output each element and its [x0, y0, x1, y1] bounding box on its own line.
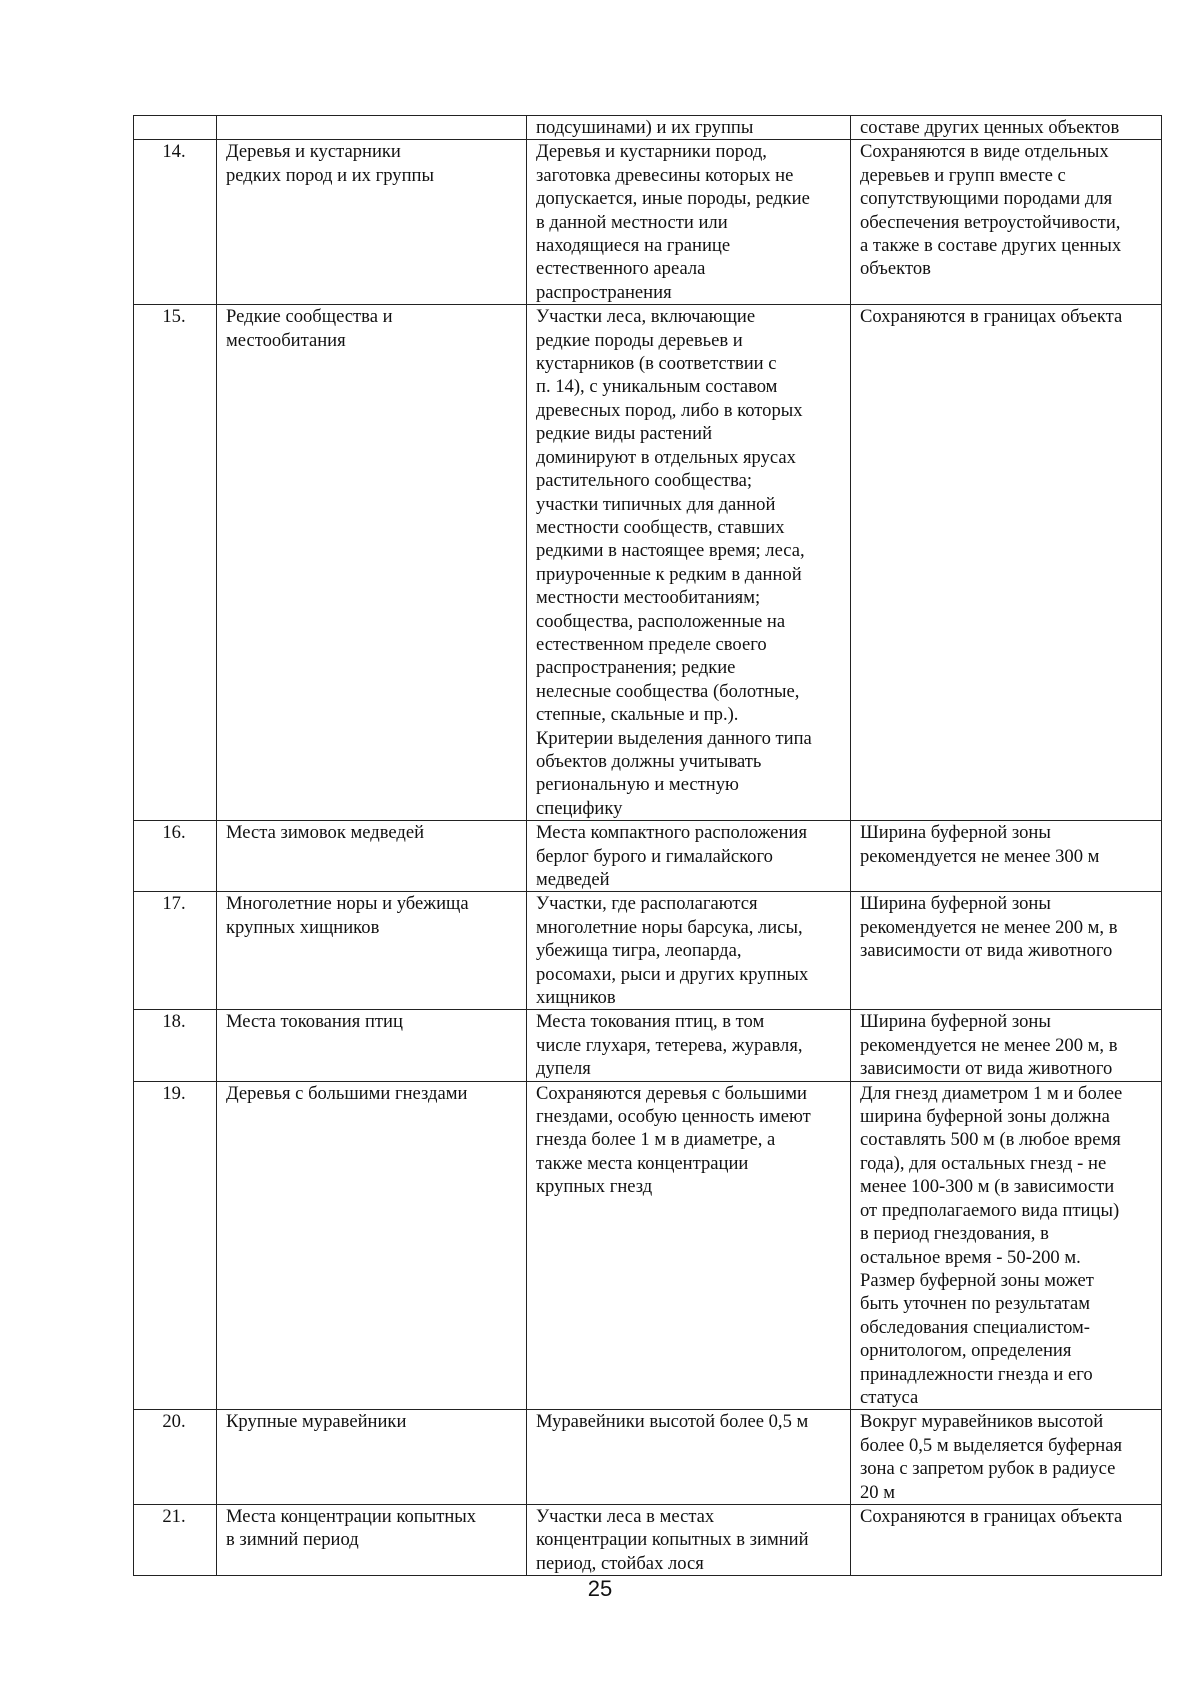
row-number: 16. [134, 821, 217, 892]
row-number: 14. [134, 140, 217, 305]
object-name: Деревья с большими гнездами [217, 1081, 527, 1410]
row-number: 20. [134, 1410, 217, 1505]
object-description: Места токования птиц, в том числе глухаря, тетерева, журавля, дупеля [527, 1010, 851, 1081]
table-row [134, 1081, 1162, 1410]
table-row [134, 1504, 1162, 1575]
object-name: Места зимовок медведей [217, 821, 527, 892]
object-name: Места токования птиц [217, 1010, 527, 1081]
table-row [134, 140, 1162, 305]
object-requirement: Ширина буферной зоны рекомендуется не менее 200 м, в зависимости от вида животного [851, 892, 1162, 1010]
object-name [217, 116, 527, 140]
table-row [134, 821, 1162, 892]
page-number: 25 [587, 1576, 613, 1601]
object-requirement: Сохраняются в виде отдельных деревьев и групп вместе с сопутствующими породами для обеспечения ветроустойчивости, а также в составе других ценных объектов [851, 140, 1162, 305]
row-number: 17. [134, 892, 217, 1010]
object-description: Деревья и кустарники пород, заготовка древесины которых не допускается, иные породы, редкие в данной местности или находящиеся на границе естественного ареала распространения [527, 140, 851, 305]
table-row [134, 1010, 1162, 1081]
object-description: Муравейники высотой более 0,5 м [527, 1410, 851, 1505]
object-name: Места концентрации копытных в зимний период [217, 1504, 527, 1575]
object-requirement: Ширина буферной зоны рекомендуется не менее 300 м [851, 821, 1162, 892]
object-description: Участки леса, включающие редкие породы деревьев и кустарников (в соответствии с п. 14), с уникальным составом древесных пород, либо в которых редкие виды растений доминируют в отдельных ярусах растительного сообщества; участки типичных для данной местности сообществ, ставших редкими в настоящее время; леса, приуроченные к редким в данной местности местообитаниям; сообщества, расположенные на естественном пределе своего распространения; редкие нелесные сообщества (болотные, степные, скальные и пр.). Критерии выделения данного типа объектов должны учитывать региональную и местную специфику [527, 305, 851, 821]
object-requirement: Вокруг муравейников высотой более 0,5 м выделяется буферная зона с запретом рубок в радиусе 20 м [851, 1410, 1162, 1505]
object-name: Деревья и кустарники редких пород и их группы [217, 140, 527, 305]
object-requirement: Для гнезд диаметром 1 м и более ширина буферной зоны должна составлять 500 м (в любое время года), для остальных гнезд - не менее 100-300 м (в зависимости от предполагаемого вида птицы) в период гнездования, в остальное время - 50-200 м. Размер буферной зоны может быть уточнен по результатам обследования специалистом- орнитологом, определения принадлежности гнезда и его статуса [851, 1081, 1162, 1410]
object-name: Крупные муравейники [217, 1410, 527, 1505]
object-requirement: Сохраняются в границах объекта [851, 1504, 1162, 1575]
objects-table [133, 115, 1162, 1576]
table-row [134, 116, 1162, 140]
object-description: подсушинами) и их группы [527, 116, 851, 140]
object-description: Участки, где располагаются многолетние норы барсука, лисы, убежища тигра, леопарда, росомахи, рыси и других крупных хищников [527, 892, 851, 1010]
row-number: 19. [134, 1081, 217, 1410]
object-description: Места компактного расположения берлог бурого и гималайского медведей [527, 821, 851, 892]
object-description: Сохраняются деревья с большими гнездами, особую ценность имеют гнезда более 1 м в диаметре, а также места концентрации крупных гнезд [527, 1081, 851, 1410]
object-requirement: Сохраняются в границах объекта [851, 305, 1162, 821]
object-description: Участки леса в местах концентрации копытных в зимний период, стойбах лося [527, 1504, 851, 1575]
row-number: 18. [134, 1010, 217, 1081]
row-number [134, 116, 217, 140]
table-row [134, 892, 1162, 1010]
object-requirement: составе других ценных объектов [851, 116, 1162, 140]
table-row [134, 305, 1162, 821]
object-name: Редкие сообщества и местообитания [217, 305, 527, 821]
table-row [134, 1410, 1162, 1505]
row-number: 15. [134, 305, 217, 821]
object-name: Многолетние норы и убежища крупных хищников [217, 892, 527, 1010]
row-number: 21. [134, 1504, 217, 1575]
object-requirement: Ширина буферной зоны рекомендуется не менее 200 м, в зависимости от вида животного [851, 1010, 1162, 1081]
